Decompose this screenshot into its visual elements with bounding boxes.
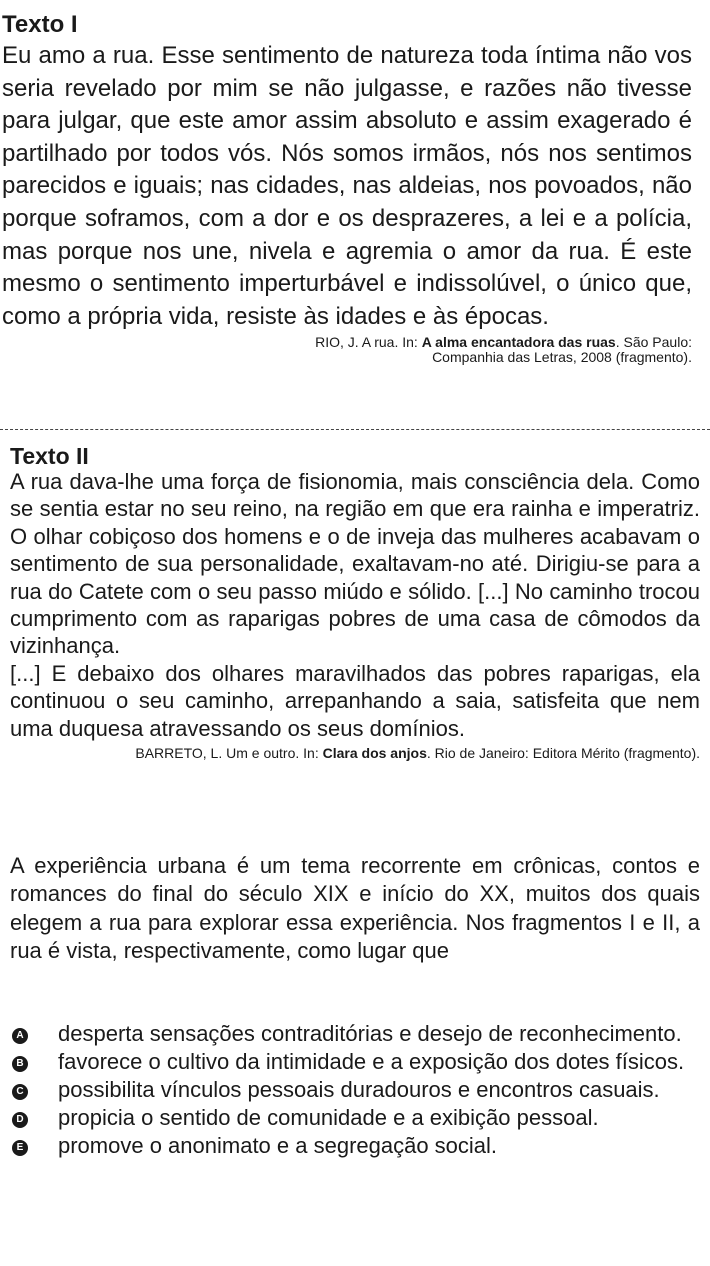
texto-1-body: Eu amo a rua. Esse sentimento de natureza toda íntima não vos seria revelado por mim se não julgasse, e razões não tivesse para julgar, que este amor assim absoluto e assim exagerado é partilhado por todos vós. Nós somos irmãos, nós nos sentimos parecidos e iguais; nas cidades, nas aldeias, nos povoados, não porque soframos, com a dor e os desprazeres, a lei e a polícia, mas porque nos une, nivela e agremia o amor da rua. É este mesmo o sentimento imperturbável e indissolúvel, o único que, como a própria vida, resiste às idades e às épocas. <box>2 42 692 330</box>
option-c[interactable] <box>10 1076 702 1104</box>
option-b[interactable] <box>10 1048 702 1076</box>
source-suffix: . Rio de Janeiro: Editora Mérito (fragmento). <box>426 745 700 762</box>
source-work: Clara dos anjos <box>322 745 427 762</box>
option-badge-a: A <box>12 1028 28 1044</box>
option-text-e: promove o anonimato e a segregação social. <box>58 1133 498 1158</box>
option-e[interactable] <box>10 1132 702 1160</box>
source-prefix: RIO, J. A rua. In: <box>315 334 422 351</box>
texto-1 <box>0 10 710 365</box>
option-a[interactable] <box>10 1020 702 1048</box>
texto-1-title: Texto I <box>2 11 78 38</box>
option-text-b: favorece o cultivo da intimidade e a exposição dos dotes físicos. <box>58 1049 685 1074</box>
texto-1-source <box>0 335 692 365</box>
source-suffix: . São Paulo: <box>615 334 692 351</box>
source-line-2: Companhia das Letras, 2008 (fragmento). <box>432 349 692 366</box>
source-prefix: BARRETO, L. Um e outro. In: <box>135 745 323 762</box>
option-d[interactable] <box>10 1104 702 1132</box>
texto-2-source <box>0 744 700 762</box>
texto-2 <box>0 442 710 762</box>
question <box>0 852 710 966</box>
option-text-d: propicia o sentido de comunidade e a exibição pessoal. <box>58 1105 599 1130</box>
option-badge-d: D <box>12 1112 28 1128</box>
option-badge-c: C <box>12 1084 28 1100</box>
source-work: A alma encantadora das ruas <box>421 334 616 351</box>
question-stem: A experiência urbana é um tema recorrente em crônicas, contos e romances do final do século XIX e início do XX, muitos dos quais elegem a rua para explorar essa experiência. Nos fragmentos I e II, a rua é vista, respectivamente, como lugar que <box>10 853 700 964</box>
texto-2-title: Texto II <box>10 443 89 469</box>
answer-options <box>10 1020 702 1160</box>
texto-2-paragraph-2: [...] E debaixo dos olhares maravilhados das pobres raparigas, ela continuou o seu caminho, arrepanhando a saia, satisfeita que nem uma duquesa atravessando os seus domínios. <box>10 660 700 741</box>
dashed-divider <box>0 429 710 430</box>
option-badge-e: E <box>12 1140 28 1156</box>
option-text-c: possibilita vínculos pessoais duradouros e encontros casuais. <box>58 1077 660 1102</box>
texto-2-paragraph-1: A rua dava-lhe uma força de fisionomia, mais consciência dela. Como se sentia estar no seu reino, na região em que era rainha e imperatriz. O olhar cobiçoso dos homens e o de inveja das mulheres acabavam o sentimento de sua personalidade, exaltavam-no até. Dirigiu-se para a rua do Catete com o seu passo miúdo e sólido. [...] No caminho trocou cumprimento com as raparigas pobres de uma casa de cômodos da vizinhança. <box>10 469 700 659</box>
option-text-a: desperta sensações contraditórias e desejo de reconhecimento. <box>58 1021 682 1046</box>
option-badge-b: B <box>12 1056 28 1072</box>
